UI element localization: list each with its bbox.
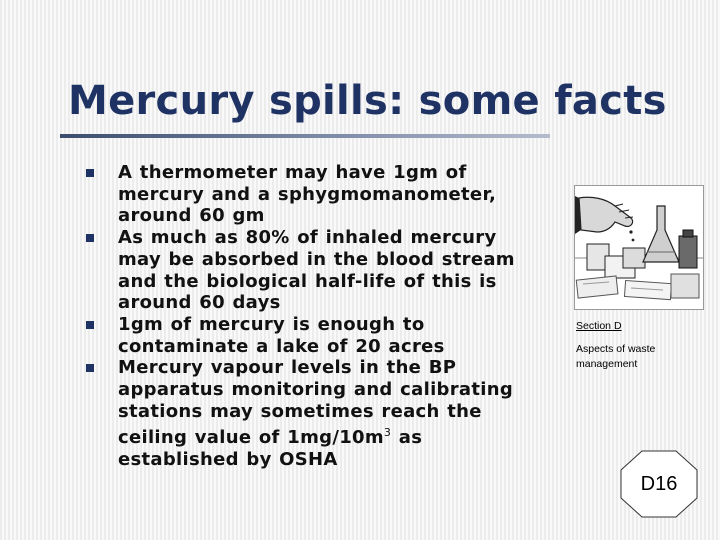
bullet-text: A thermometer may have 1gm of mercury and a sphygmomanometer, around 60 gm [118,162,497,227]
slide-code: D16 [640,472,678,495]
bullet-text-main: Mercury vapour levels in the BP apparatus monitoring and calibrating stations may sometimes reach the ceiling value of 1mg/10m [118,357,514,449]
square-bullet-icon [86,321,94,329]
bullet-item [84,314,530,357]
bullet-list [84,162,530,471]
square-bullet-icon [86,234,94,242]
bullet-item [84,162,530,227]
square-bullet-icon [86,364,94,372]
section-label: Section D [576,320,622,332]
title-underline [60,134,550,138]
bullet-text: 1gm of mercury is enough to contaminate a lake of 20 acres [118,313,445,357]
slide-title: Mercury spills: some facts [68,78,667,124]
bullet-text [118,357,513,470]
bullet-item [84,357,530,471]
superscript-three: 3 [383,426,392,440]
lab-hand-flask-icon [575,186,703,309]
square-bullet-icon [86,169,94,177]
bullet-text-tail: as established by OSHA [118,427,423,471]
section-caption: Aspects of waste management [576,343,656,370]
bullet-item [84,227,530,314]
lab-illustration [574,185,704,310]
bullet-text: As much as 80% of inhaled mercury may be absorbed in the blood stream and the biological half-life of this is around 60 days [118,227,515,314]
